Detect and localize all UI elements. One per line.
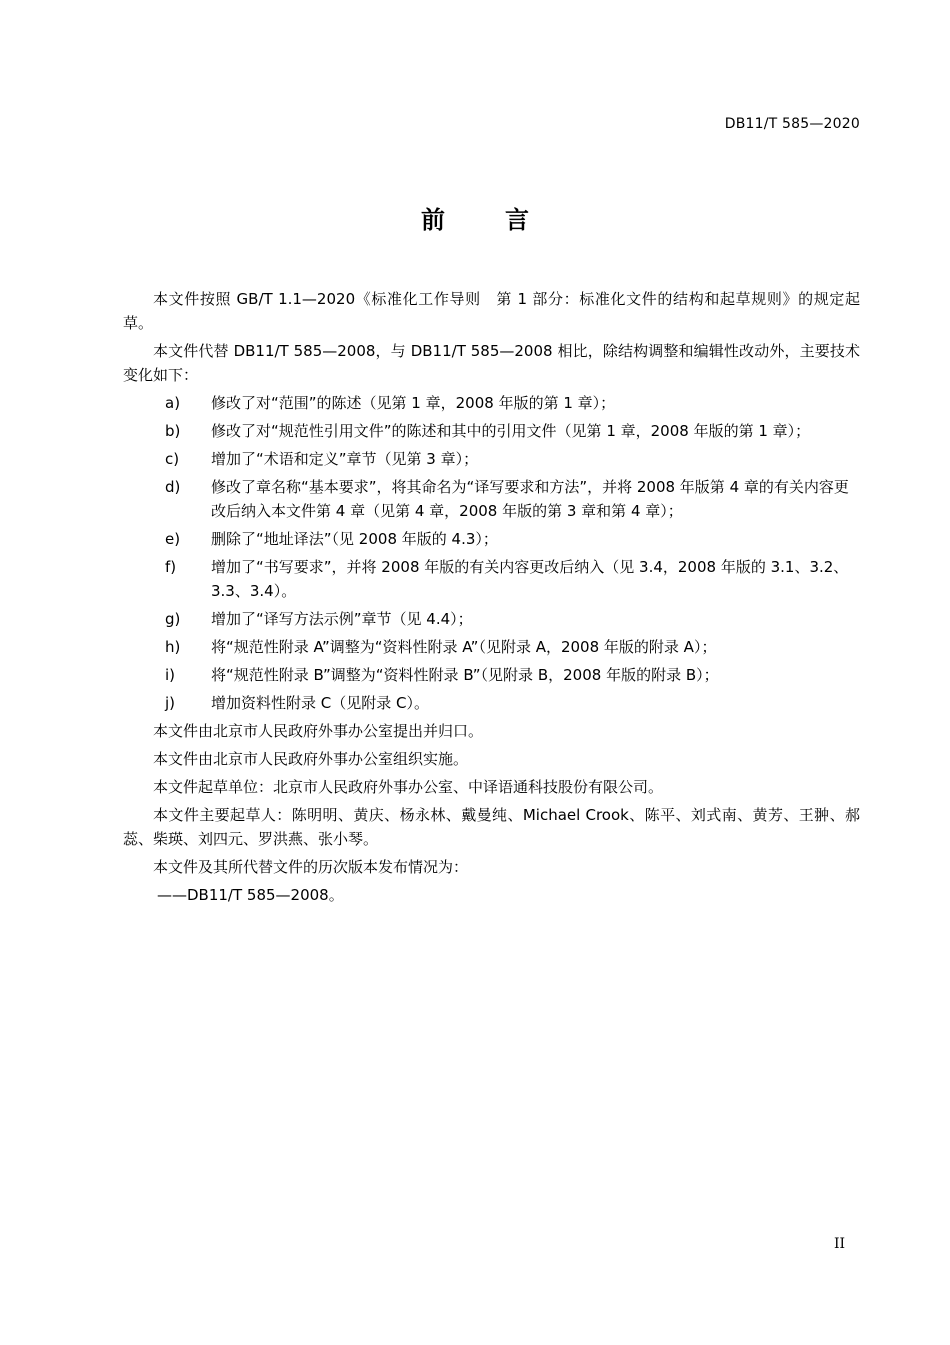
- list-marker: b): [165, 422, 181, 440]
- history-item: ——DB11/T 585—2008。: [157, 886, 344, 904]
- list-item: [123, 447, 860, 471]
- intro-paragraph-1: 本文件按照 GB/T 1.1—2020《标准化工作导则 第 1 部分：标准化文件的结构和起草规则》的规定起草。: [123, 290, 860, 332]
- drafting-units-paragraph: 本文件起草单位：北京市人民政府外事办公室、中译语通科技股份有限公司。: [153, 778, 664, 796]
- list-text: 增加了“书写要求”，并将 2008 年版的有关内容更改后纳入（见 3.4，2008 年版的 3.1、3.2、3.3、3.4）。: [211, 558, 849, 600]
- list-text: 删除了“地址译法”（见 2008 年版的 4.3）；: [211, 530, 498, 548]
- list-item: [123, 607, 860, 631]
- list-item: [123, 391, 860, 415]
- list-text: 修改了对“规范性引用文件”的陈述和其中的引用文件（见第 1 章，2008 年版的第 1 章）；: [211, 422, 811, 440]
- list-marker: e): [165, 530, 181, 548]
- page-title: [0, 200, 950, 235]
- list-item: [123, 663, 860, 687]
- list-marker: h): [165, 638, 181, 656]
- title-char-1: 前: [421, 206, 445, 234]
- list-marker: a): [165, 394, 181, 412]
- drafters-paragraph: 本文件主要起草人：陈明明、黄庆、杨永林、戴曼纯、Michael Crook、陈平、刘式南、黄芳、王翀、郝蕊、柴瑛、刘四元、罗洪燕、张小琴。: [123, 806, 860, 848]
- list-item: [123, 419, 860, 443]
- list-text: 增加资料性附录 C（见附录 C）。: [211, 694, 429, 712]
- list-marker: i): [165, 666, 176, 684]
- list-text: 将“规范性附录 A”调整为“资料性附录 A”（见附录 A，2008 年版的附录 A）；: [211, 638, 717, 656]
- list-text: 修改了对“范围”的陈述（见第 1 章，2008 年版的第 1 章）；: [211, 394, 616, 412]
- list-text: 增加了“术语和定义”章节（见第 3 章）；: [211, 450, 479, 468]
- proposer-paragraph: 本文件由北京市人民政府外事办公室提出并归口。: [153, 722, 484, 740]
- list-text: 增加了“译写方法示例”章节（见 4.4）；: [211, 610, 473, 628]
- list-item: [123, 635, 860, 659]
- list-marker: j): [165, 694, 176, 712]
- intro-paragraph-2: 本文件代替 DB11/T 585—2008，与 DB11/T 585—2008 相比，除结构调整和编辑性改动外，主要技术变化如下：: [123, 342, 860, 384]
- page-number: II: [833, 1236, 845, 1252]
- list-marker: c): [165, 450, 180, 468]
- title-char-2: 言: [505, 206, 529, 234]
- list-item: [123, 555, 860, 603]
- list-marker: g): [165, 610, 181, 628]
- list-marker: f): [165, 558, 177, 576]
- list-text: 修改了章名称“基本要求”，将其命名为“译写要求和方法”，并将 2008 年版第 4 章的有关内容更改后纳入本文件第 4 章（见第 4 章，2008 年版的第 3 章和第 4 章）；: [211, 478, 849, 520]
- list-item: [123, 691, 860, 715]
- history-intro-paragraph: 本文件及其所代替文件的历次版本发布情况为：: [153, 858, 469, 876]
- list-marker: d): [165, 478, 181, 496]
- foreword-body: [123, 287, 860, 911]
- list-item: [123, 527, 860, 551]
- standard-code: DB11/T 585—2020: [724, 116, 860, 132]
- changes-list: [123, 391, 860, 715]
- list-item: [123, 475, 860, 523]
- list-text: 将“规范性附录 B”调整为“资料性附录 B”（见附录 B，2008 年版的附录 B）；: [211, 666, 719, 684]
- organizer-paragraph: 本文件由北京市人民政府外事办公室组织实施。: [153, 750, 469, 768]
